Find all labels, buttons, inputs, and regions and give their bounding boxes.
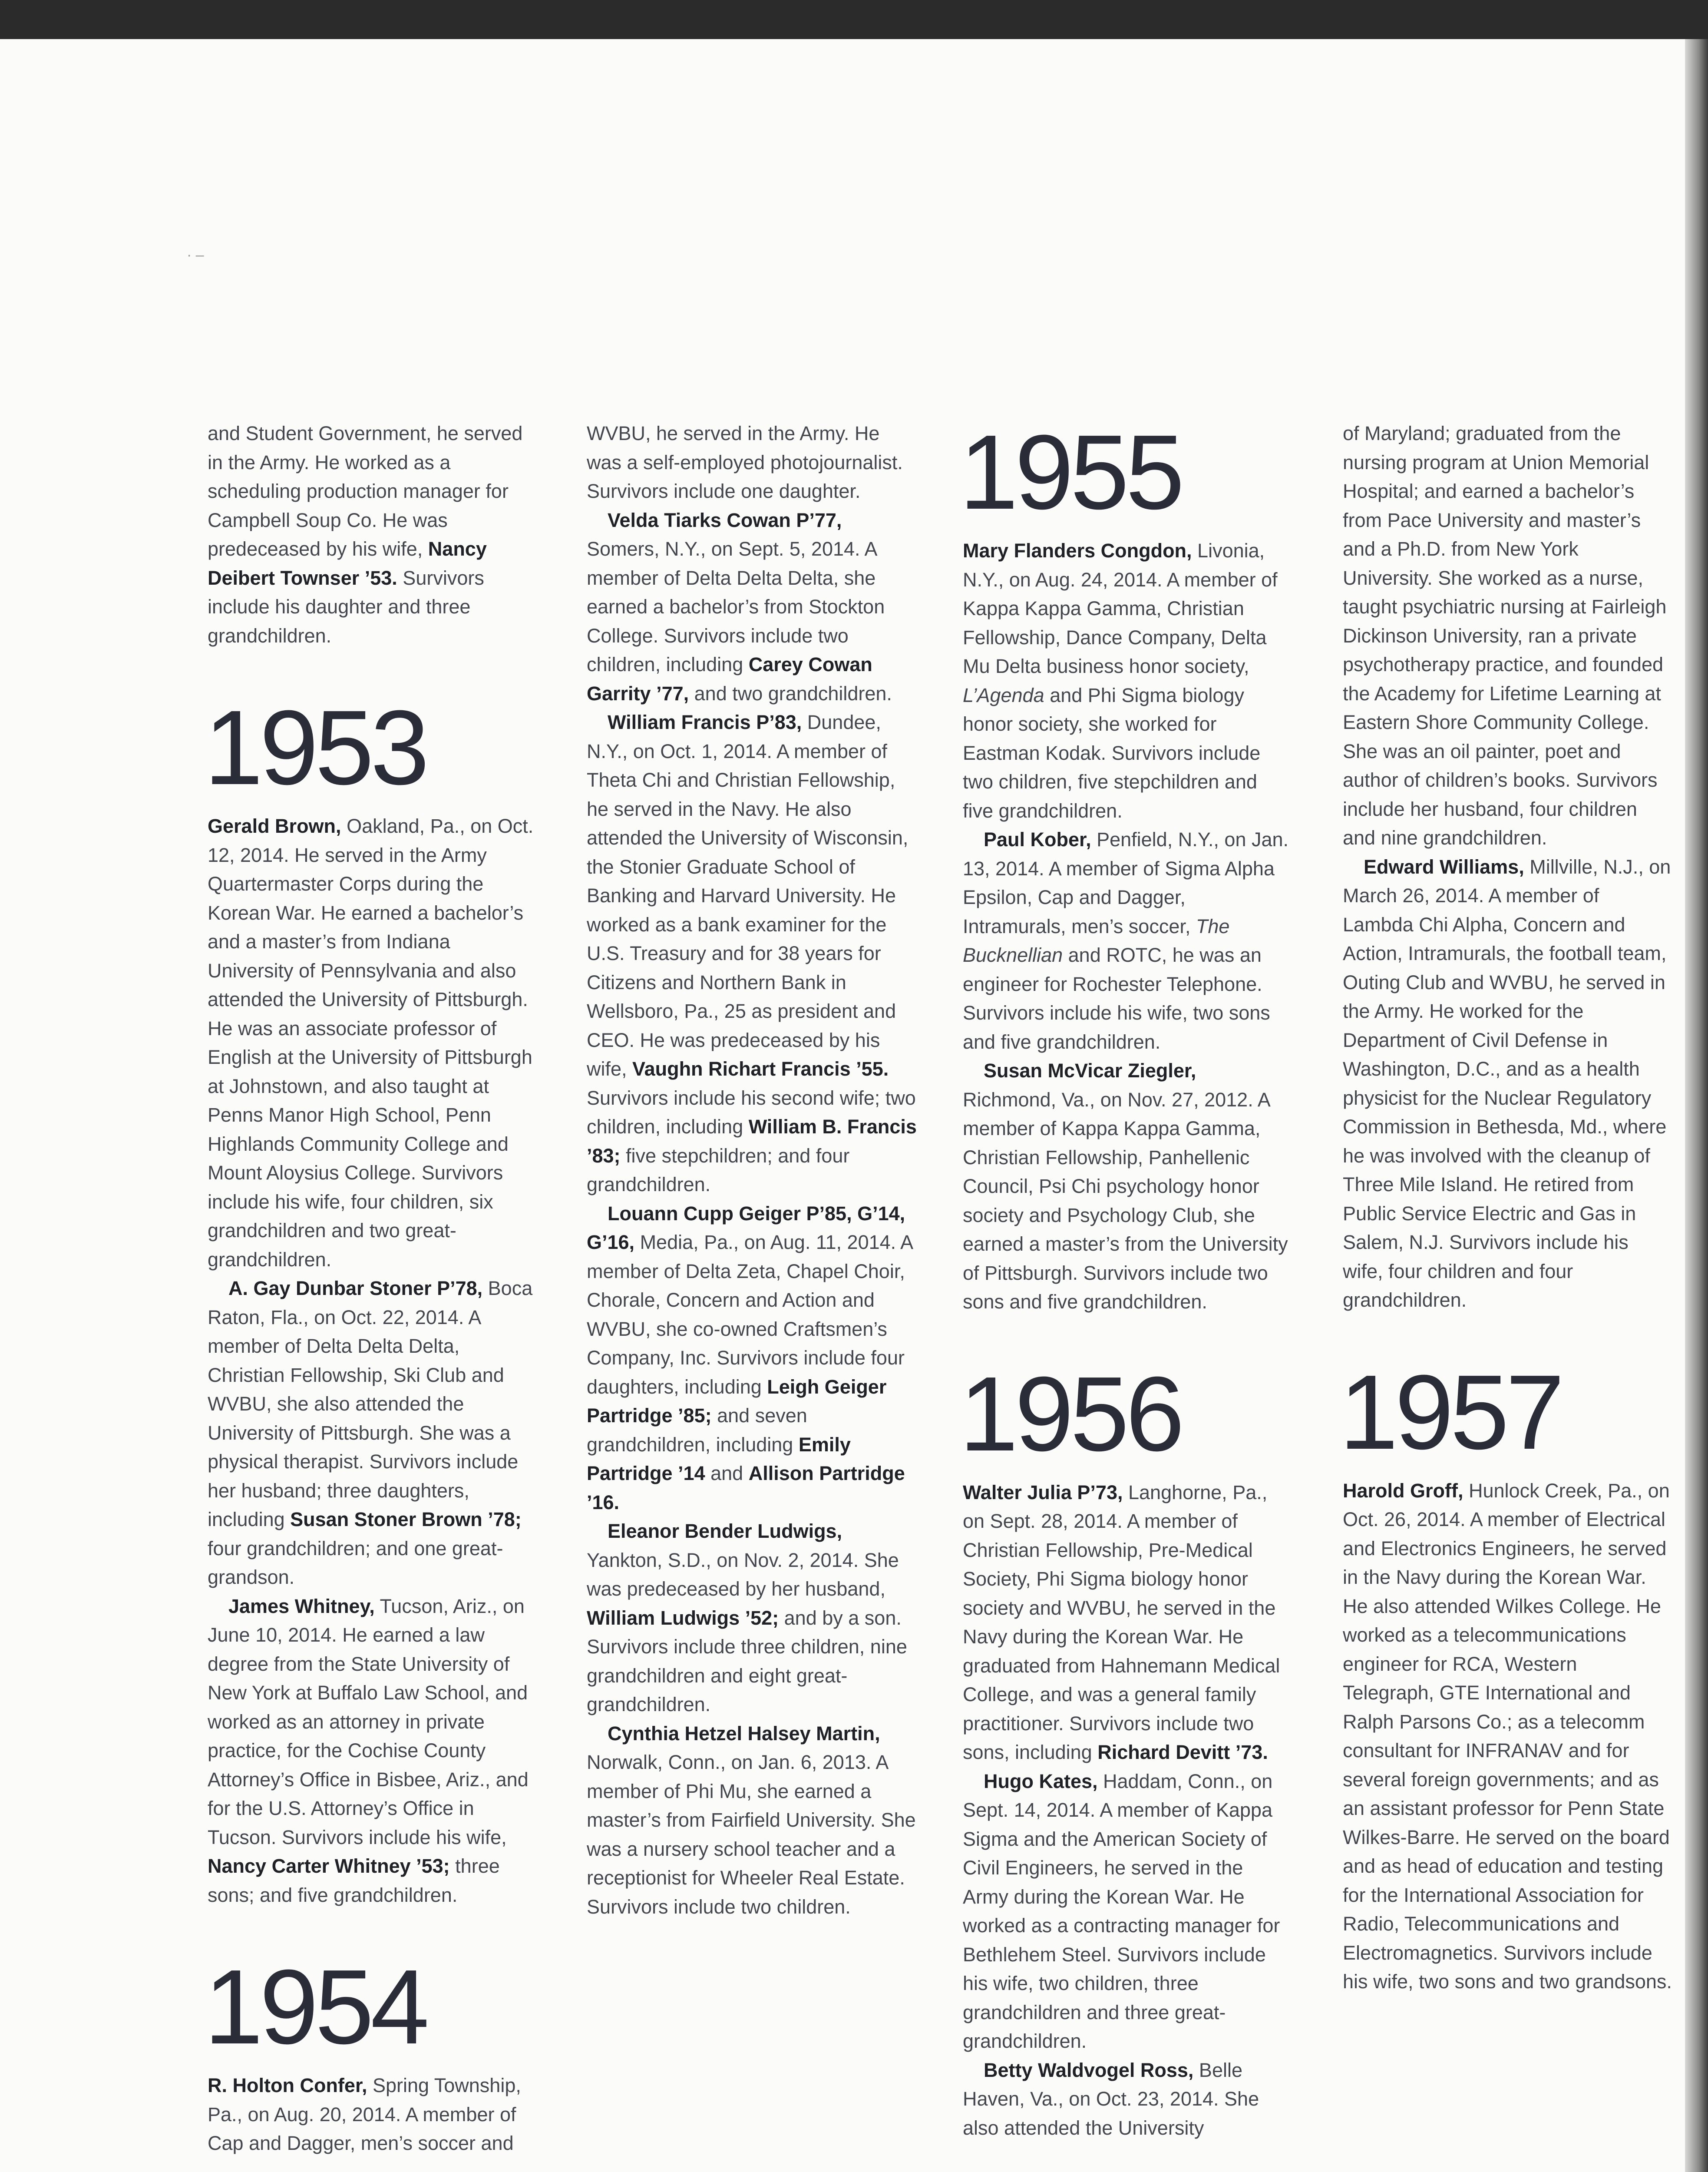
obituary-column-1 xyxy=(204,419,538,2158)
entry-text: Millville, N.J., on March 26, 2014. A member of Lambda Chi Alpha, Concern and Action, Intramurals, the football team, Outing Club and WVBU, he served in the Army. He worked for the Department of Civil Defense in Washington, D.C., and as a health physicist for the Nuclear Regulatory Commission in Bethesda, Md., where he was involved with the cleanup of Three Mile Island. He retired from Public Service Electric and Gas in Salem, N.J. Survivors include his wife, four children and four grandchildren. xyxy=(1343,855,1671,1311)
obituary-entry xyxy=(587,506,917,709)
entry-text: Dundee, N.Y., on Oct. 1, 2014. A member of Theta Chi and Christian Fellowship, he served in the Navy. He also attended the University of Wisconsin, the Stonier Graduate School of Banking and Harvard University. He worked as a bank examiner for the U.S. Treasury and for 38 years for Citizens and Northern Bank in Wellsboro, Pa., 25 as president and CEO. He was predeceased by his wife, xyxy=(587,711,909,1080)
entry-text: Oakland, Pa., on Oct. 12, 2014. He served in the Army Quartermaster Corps during the Korean War. He earned a bachelor’s and a master’s from Indiana University of Pennsylvania and also attended the University of Pittsburgh. He was an associate professor of English at the University of Pittsburgh at Johnstown, and also taught at Penns Manor High School, Penn Highlands Community College and Mount Aloysius College. Survivors include his wife, four children, six grandchildren and two great-grandchildren. xyxy=(208,815,534,1271)
scan-mark-icon: · – xyxy=(187,247,204,263)
class-year-heading: 1954 xyxy=(204,1947,426,2066)
obituary-entry xyxy=(587,1719,917,1922)
entry-text: Livonia, N.Y., on Aug. 24, 2014. A member of Kappa Kappa Gamma, Christian Fellowship, Dance Company, Delta Mu Delta business honor society, xyxy=(963,540,1278,677)
obituary-entry xyxy=(208,812,538,1274)
alumni-name: Gerald Brown, xyxy=(208,815,341,837)
entry-text: Hunlock Creek, Pa., on Oct. 26, 2014. A member of Electrical and Electronics Engineers, he served in the Navy during the Korean War. He also attended Wilkes College. He worked as a telecommunications engineer for RCA, Western Telegraph, GTE International and Ralph Parsons Co.; as a telecomm consultant for INFRANAV and for several foreign governments; and as an assistant professor for Penn State Wilkes-Barre. He served on the board and as head of education and testing for the International Association for Radio, Telecommunications and Electromagnetics. Survivors include his wife, two sons and two grandsons. xyxy=(1343,1479,1672,1993)
alumni-name: Leigh Geiger Partridge ’85; xyxy=(587,1375,887,1427)
entry-text: Spring Township, Pa., on Aug. 20, 2014. A member of Cap and Dagger, men’s soccer and xyxy=(208,2074,521,2154)
alumni-name: A. Gay Dunbar Stoner P’78, xyxy=(228,1277,483,1299)
obituary-entry xyxy=(587,419,917,506)
obituary-entry xyxy=(963,1056,1293,1317)
obituary-entry xyxy=(587,708,917,1199)
obituary-entry xyxy=(963,1767,1293,2056)
class-year-heading: 1955 xyxy=(959,413,1181,531)
entry-text: and Student Government, he served in the Army. He worked as a scheduling production manager for Campbell Soup Co. He was predeceased by his wife, xyxy=(208,422,523,560)
obituary-entry xyxy=(208,2071,538,2158)
obituary-entry xyxy=(1343,419,1673,853)
entry-text: and by a son. Survivors include three children, nine grandchildren and eight great-grandchildren. xyxy=(587,1606,907,1715)
entry-text: and seven grandchildren, including xyxy=(587,1404,807,1456)
entry-text: Boca Raton, Fla., on Oct. 22, 2014. A member of Delta Delta Delta, Christian Fellowship, Ski Club and WVBU, she also attended the University of Pittsburgh. She was a physical therapist. Survivors include her husband; three daughters, including xyxy=(208,1277,533,1530)
entry-text: Langhorne, Pa., on Sept. 28, 2014. A member of Christian Fellowship, Pre-Medical Society, Phi Sigma biology honor society and WVBU, he served in the Navy during the Korean War. He graduated from Hahnemann Medical College, and was a general family practitioner. Survivors include two sons, including xyxy=(963,1481,1280,1763)
alumni-name: Eleanor Bender Ludwigs, xyxy=(608,1520,842,1542)
alumni-name: Velda Tiarks Cowan P’77, xyxy=(608,509,842,531)
entry-text: Somers, N.Y., on Sept. 5, 2014. A member of Delta Delta Delta, she earned a bachelor’s from Stockton College. Survivors include two children, including xyxy=(587,538,885,675)
publication-title: L’Agenda xyxy=(963,684,1044,706)
alumni-name: Walter Julia P’73, xyxy=(963,1481,1123,1503)
alumni-name: Mary Flanders Congdon, xyxy=(963,540,1192,562)
entry-text: and Phi Sigma biology honor society, she worked for Eastman Kodak. Survivors include two children, five stepchildren and five grandchildren. xyxy=(963,684,1261,822)
alumni-name: Emily Partridge ’14 xyxy=(587,1433,851,1484)
entry-text: WVBU, he served in the Army. He was a self-employed photojournalist. Survivors include one daughter. xyxy=(587,422,903,502)
entry-text: four grandchildren; and one great-grandson. xyxy=(208,1537,503,1588)
entry-text: Penfield, N.Y., on Jan. 13, 2014. A member of Sigma Alpha Epsilon, Cap and Dagger, Intramurals, men’s soccer, xyxy=(963,828,1289,937)
obituary-entry xyxy=(963,2056,1293,2143)
alumni-name: Susan McVicar Ziegler, xyxy=(984,1060,1196,1082)
obituary-entry xyxy=(963,825,1293,1056)
alumni-name: William B. Francis ’83; xyxy=(587,1116,917,1167)
alumni-name: Susan Stoner Brown ’78; xyxy=(290,1508,522,1530)
entry-text: of Maryland; graduated from the nursing program at Union Memorial Hospital; and earned a bachelor’s from Pace University and master’s and a Ph.D. from New York University. She worked as a nurse, taught psychiatric nursing at Fairleigh Dickinson University, ran a private psychotherapy practice, and founded the Academy for Lifetime Learning at Eastern Shore Community College. She was an oil painter, poet and author of children’s books. Survivors include her husband, four children and nine grandchildren. xyxy=(1343,422,1667,849)
obituary-entry xyxy=(208,1592,538,1910)
entry-text: three sons; and five grandchildren. xyxy=(208,1855,500,1906)
alumni-name: Edward Williams, xyxy=(1364,855,1524,878)
entry-text: Belle Haven, Va., on Oct. 23, 2014. She also attended the University xyxy=(963,2059,1259,2139)
obituary-entry xyxy=(1343,853,1673,1315)
alumni-name: R. Holton Confer, xyxy=(208,2074,367,2096)
alumni-name: Vaughn Richart Francis ’55. xyxy=(632,1058,889,1080)
alumni-name: Cynthia Hetzel Halsey Martin, xyxy=(608,1722,880,1745)
entry-text: Yankton, S.D., on Nov. 2, 2014. She was predeceased by her husband, xyxy=(587,1549,899,1600)
obituary-column-4 xyxy=(1339,419,1673,1997)
alumni-name: Carey Cowan Garrity ’77, xyxy=(587,653,872,705)
entry-text: and xyxy=(705,1462,749,1484)
alumni-name: Allison Partridge ’16. xyxy=(587,1462,905,1513)
alumni-name: Nancy Deibert Townser ’53. xyxy=(208,538,487,589)
obituary-column-2 xyxy=(587,419,917,1921)
obituary-entry xyxy=(963,1478,1293,1767)
obituary-entry xyxy=(587,1517,917,1719)
alumni-name: William Ludwigs ’52; xyxy=(587,1606,779,1629)
entry-text: Tucson, Ariz., on June 10, 2014. He earned a law degree from the State University of New York at Buffalo Law School, and worked as an attorney in private practice, for the Cochise County Attorney’s Office in Bisbee, Ariz., and for the U.S. Attorney’s Office in Tucson. Survivors include his wife, xyxy=(208,1595,529,1848)
alumni-name: Nancy Carter Whitney ’53; xyxy=(208,1855,450,1877)
alumni-name: Paul Kober, xyxy=(984,828,1091,851)
class-year-heading: 1953 xyxy=(204,688,426,807)
alumni-name: Harold Groff, xyxy=(1343,1479,1464,1502)
class-year-heading: 1956 xyxy=(959,1354,1181,1473)
entry-text: Media, Pa., on Aug. 11, 2014. A member of Delta Zeta, Chapel Choir, Chorale, Concern and Action and WVBU, she co-owned Craftsmen’s Company, Inc. Survivors include four daughters, including xyxy=(587,1231,912,1398)
obituary-column-3 xyxy=(959,413,1293,2142)
entry-text: Haddam, Conn., on Sept. 14, 2014. A member of Kappa Sigma and the American Society of Civil Engineers, he served in the Army during the Korean War. He worked as a contracting manager for Bethlehem Steel. Survivors include his wife, two children, three grandchildren and three great-grandchildren. xyxy=(963,1770,1280,2052)
magazine-page xyxy=(0,39,1685,2172)
obituary-entry xyxy=(963,536,1293,825)
alumni-name: James Whitney, xyxy=(228,1595,375,1617)
obituary-entry xyxy=(1343,1477,1673,1997)
publication-title: The Bucknellian xyxy=(963,915,1230,966)
page-edge-shadow xyxy=(1685,39,1708,2172)
entry-text: and two grandchildren. xyxy=(689,682,892,705)
entry-text: Norwalk, Conn., on Jan. 6, 2013. A member of Phi Mu, she earned a master’s from Fairfield University. She was a nursery school teacher and a receptionist for Wheeler Real Estate. Survivors include two children. xyxy=(587,1751,916,1918)
alumni-name: Louann Cupp Geiger P’85, G’14, G’16, xyxy=(587,1202,905,1253)
obituary-entry xyxy=(587,1199,917,1517)
entry-text: Survivors include his daughter and three grandchildren. xyxy=(208,566,484,647)
entry-text: Survivors include his second wife; two children, including xyxy=(587,1086,916,1138)
entry-text: five stepchildren; and four grandchildren. xyxy=(587,1144,850,1195)
alumni-name: William Francis P’83, xyxy=(608,711,802,733)
obituary-entry xyxy=(208,419,538,650)
class-year-heading: 1957 xyxy=(1339,1352,1561,1471)
entry-text: Richmond, Va., on Nov. 27, 2012. A member of Kappa Kappa Gamma, Christian Fellowship, Panhellenic Council, Psi Chi psychology honor society and Psychology Club, she earned a master’s from the University of Pittsburgh. Survivors include two sons and five grandchildren. xyxy=(963,1088,1288,1313)
entry-text: and ROTC, he was an engineer for Rochester Telephone. Survivors include his wife, two sons and five grandchildren. xyxy=(963,944,1270,1053)
alumni-name: Hugo Kates, xyxy=(984,1770,1098,1792)
alumni-name: Richard Devitt ’73. xyxy=(1097,1741,1268,1763)
obituary-entry xyxy=(208,1274,538,1592)
alumni-name: Betty Waldvogel Ross, xyxy=(984,2059,1194,2081)
